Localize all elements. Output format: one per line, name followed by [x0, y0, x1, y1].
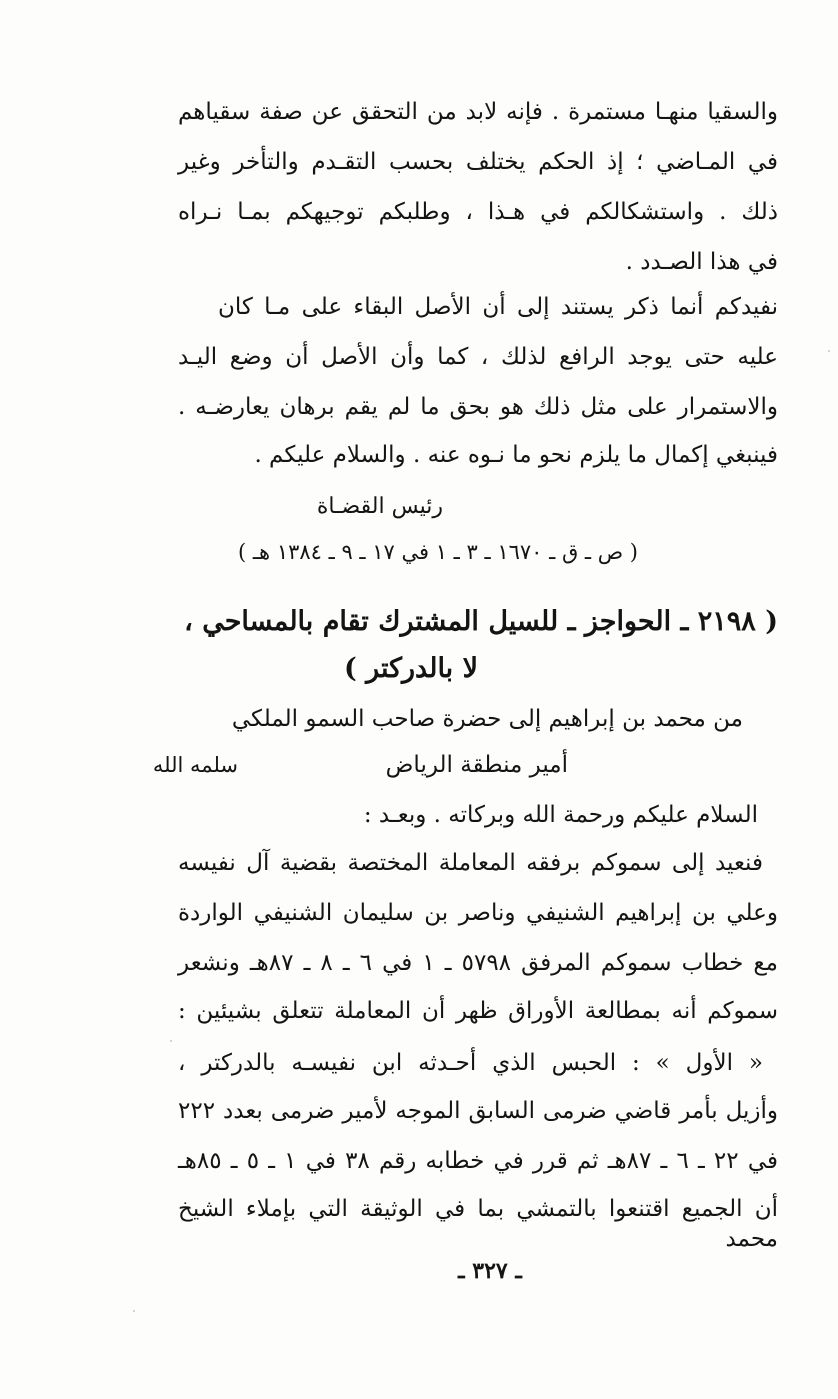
paragraph-1-line: ذلك . واستشكالكم في هـذا ، وطلبكم توجيهكم بمـا نـراه: [178, 199, 778, 225]
letter-body-line: في ٢٢ ـ ٦ ـ ٨٧هـ ثم قرر في خطابه رقم ٣٨ في ١ ـ ٥ ـ ٨٥هـ: [178, 1148, 778, 1174]
signature-title: رئيس القضـاة: [316, 494, 443, 519]
letter-body-line: فنعيد إلى سموكم برفقه المعاملة المختصة بقضية آل نفيسه: [178, 850, 763, 876]
letter-from-line: من محمد بن إبراهيم إلى حضرة صاحب السمو الملكي: [231, 706, 743, 732]
letter-body-line: وأزيل بأمر قاضي ضرمى السابق الموجه لأمير ضرمى بعدد ٢٢٢: [178, 1098, 778, 1124]
scan-speck: [133, 1310, 135, 1312]
scan-speck: [170, 1040, 172, 1042]
paragraph-2-line: عليه حتى يوجد الرافع لذلك ، كما وأن الأصل أن وضع اليـد: [178, 344, 778, 370]
letter-body-line: مع خطاب سموكم المرفق ٥٧٩٨ ـ ١ في ٦ ـ ٨ ـ ٨٧هـ ونشعر: [178, 950, 778, 976]
paragraph-2-line: والاستمرار على مثل ذلك هو بحق ما لم يقم برهان يعارضـه .: [178, 394, 778, 420]
section-heading-line-1: ( ٢١٩٨ ـ الحواجز ـ للسيل المشترك تقام بالمساحي ،: [184, 606, 778, 637]
letter-body-line: وعلي بن إبراهيم الشنيفي وناصر بن سليمان الشنيفي الواردة: [178, 900, 778, 926]
section-heading-line-2: لا بالدركتر ): [343, 653, 478, 684]
paragraph-1-line: في المـاضي ؛ إذ الحكم يختلف بحسب التقـدم والتأخر وغير: [178, 149, 778, 175]
letter-body-line: سموكم أنه بمطالعة الأوراق ظهر أن المعاملة تتعلق بشيئين :: [178, 998, 778, 1024]
paragraph-1-line: في هذا الصـدد .: [625, 249, 778, 275]
letter-blessing: سلمه الله: [152, 753, 238, 777]
letter-greeting: السلام عليكم ورحمة الله وبركاته . وبعـد :: [363, 802, 758, 828]
paragraph-2-line: نفيدكم أنما ذكر يستند إلى أن الأصل البقاء على مـا كان: [218, 294, 778, 320]
signature-reference: ( ص ـ ق ـ ١٦٧٠ ـ ٣ ـ ١ في ١٧ ـ ٩ ـ ١٣٨٤ هـ ): [238, 540, 638, 564]
paragraph-2-line: فينبغي إكمال ما يلزم نحو ما نـوه عنه . والسلام عليكم .: [254, 442, 778, 468]
letter-body-line: أن الجميع اقتنعوا بالتمشي بما في الوثيقة التي بإملاء الشيخ محمد: [178, 1196, 778, 1252]
letter-body-line: « الأول » : الحبس الذي أحـدثه ابن نفيسـه بالدركتر ،: [178, 1050, 763, 1076]
page-number: ـ ٣٢٧ ـ: [458, 1258, 522, 1284]
letter-recipient: أمير منطقة الرياض: [385, 752, 568, 778]
scan-speck: [828, 350, 830, 352]
paragraph-1-line: والسقيا منهـا مستمرة . فإنه لابد من التحقق عن صفة سقياهم: [178, 99, 778, 125]
